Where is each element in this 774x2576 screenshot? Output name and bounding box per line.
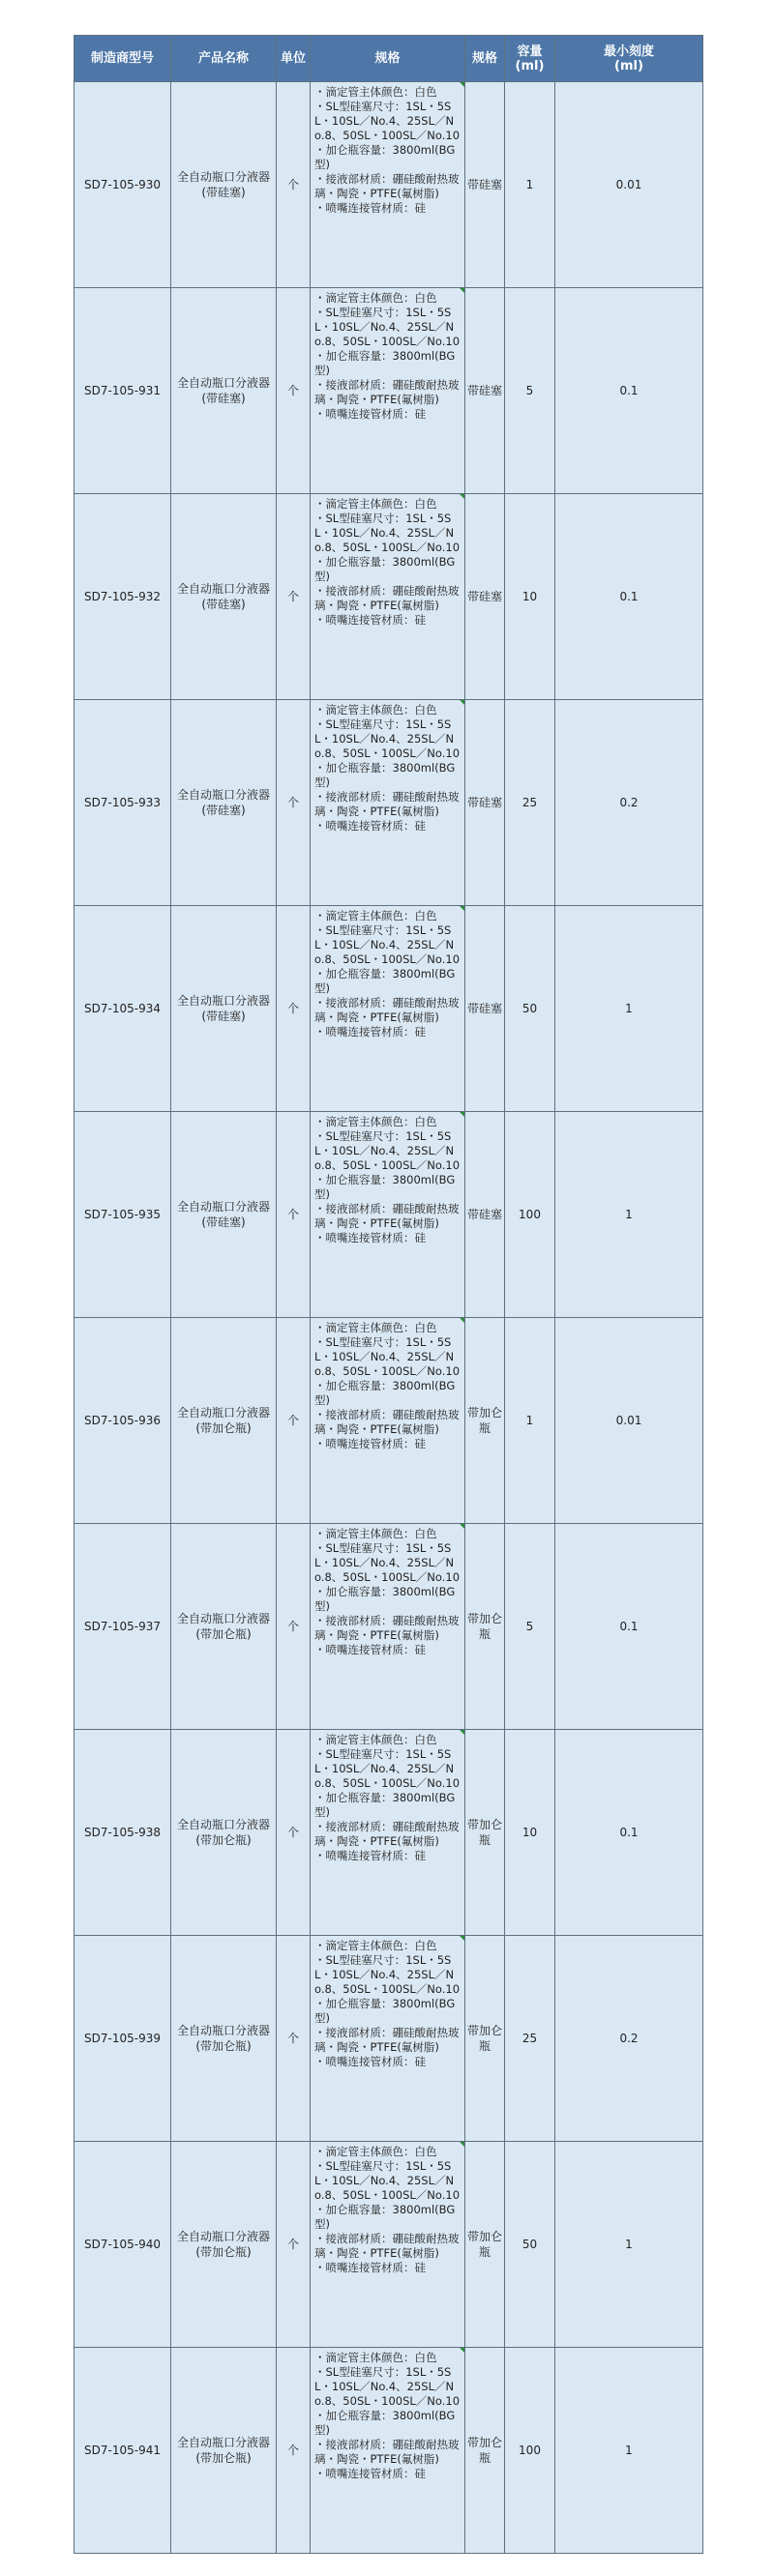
cell-unit: 个 (277, 82, 311, 288)
cell-min-scale: 0.2 (555, 700, 703, 906)
product-name-line: (带加仑瓶) (195, 2039, 252, 2053)
cell-unit: 个 (277, 2348, 311, 2554)
cell-min-scale: 1 (555, 906, 703, 1112)
spec-line: ・滴定管主体颜色：白色 (314, 1527, 437, 1540)
cell-model: SD7-105-933 (74, 700, 171, 906)
spec-line: ・滴定管主体颜色：白色 (314, 1115, 437, 1128)
cell-capacity: 100 (505, 1112, 555, 1318)
product-name-line: (带硅塞) (201, 1215, 246, 1229)
cell-min-scale: 0.2 (555, 1936, 703, 2142)
cell-unit: 个 (277, 288, 311, 494)
spec-line: ・喷嘴连接管材质：硅 (314, 819, 426, 833)
cell-product-name (171, 1936, 277, 2142)
cell-min-scale: 0.1 (555, 494, 703, 700)
cell-unit: 个 (277, 1730, 311, 1936)
cell-capacity: 1 (505, 82, 555, 288)
spec-line: ・SL型硅塞尺寸：1SL・5SL・10SL／No.4、25SL／No.8、50SL・100SL／No.10 (314, 306, 461, 348)
cell-unit: 个 (277, 494, 311, 700)
spec-line: ・接液部材质：硼硅酸耐热玻璃・陶瓷・PTFE(氟树脂) (314, 996, 460, 1024)
cell-unit: 个 (277, 700, 311, 906)
cell-capacity: 10 (505, 1730, 555, 1936)
cell-min-scale: 1 (555, 1112, 703, 1318)
spec-line: ・滴定管主体颜色：白色 (314, 2351, 437, 2364)
spec-line: ・滴定管主体颜色：白色 (314, 1733, 437, 1746)
cell-type: 带硅塞 (465, 1112, 505, 1318)
cell-spec (311, 2348, 465, 2554)
spec-line: ・接液部材质：硼硅酸耐热玻璃・陶瓷・PTFE(氟树脂) (314, 2026, 460, 2054)
spec-line: ・滴定管主体颜色：白色 (314, 85, 437, 99)
spec-line: ・接液部材质：硼硅酸耐热玻璃・陶瓷・PTFE(氟树脂) (314, 584, 460, 612)
product-name-line: 全自动瓶口分液器 (176, 788, 270, 802)
spec-line: ・SL型硅塞尺寸：1SL・5SL・10SL／No.4、25SL／No.8、50SL・100SL／No.10 (314, 717, 461, 760)
spec-line: ・喷嘴连接管材质：硅 (314, 613, 426, 627)
product-name-line: 全自动瓶口分液器 (176, 2436, 270, 2449)
spec-line: ・喷嘴连接管材质：硅 (314, 2261, 426, 2274)
spec-line: ・加仑瓶容量：3800ml(BG型) (314, 2409, 456, 2437)
spec-line: ・加仑瓶容量：3800ml(BG型) (314, 967, 456, 995)
product-name-line: 全自动瓶口分液器 (176, 1200, 270, 1214)
spec-line: ・滴定管主体颜色：白色 (314, 1939, 437, 1952)
spec-line: ・喷嘴连接管材质：硅 (314, 2467, 426, 2480)
product-name-line: (带加仑瓶) (195, 1833, 252, 1847)
spec-line: ・滴定管主体颜色：白色 (314, 703, 437, 717)
spec-line: ・SL型硅塞尺寸：1SL・5SL・10SL／No.4、25SL／No.8、50SL・100SL／No.10 (314, 1953, 461, 1996)
cell-spec (311, 494, 465, 700)
spec-line: ・接液部材质：硼硅酸耐热玻璃・陶瓷・PTFE(氟树脂) (314, 1408, 460, 1436)
spec-line: ・喷嘴连接管材质：硅 (314, 1437, 426, 1450)
spec-line: ・滴定管主体颜色：白色 (314, 909, 437, 922)
cell-type: 带加仑瓶 (465, 2348, 505, 2554)
table-row (74, 1936, 703, 2142)
cell-type: 带硅塞 (465, 906, 505, 1112)
spec-line: ・接液部材质：硼硅酸耐热玻璃・陶瓷・PTFE(氟树脂) (314, 790, 460, 818)
cell-unit: 个 (277, 1112, 311, 1318)
spec-line: ・滴定管主体颜色：白色 (314, 2145, 437, 2158)
cell-spec (311, 1112, 465, 1318)
spec-line: ・接液部材质：硼硅酸耐热玻璃・陶瓷・PTFE(氟树脂) (314, 172, 460, 200)
cell-spec (311, 2142, 465, 2348)
cell-spec (311, 1730, 465, 1936)
cell-model: SD7-105-932 (74, 494, 171, 700)
spec-line: ・喷嘴连接管材质：硅 (314, 407, 426, 421)
cell-type: 带加仑瓶 (465, 1730, 505, 1936)
cell-product-name (171, 2348, 277, 2554)
cell-spec (311, 1318, 465, 1524)
cell-unit: 个 (277, 2142, 311, 2348)
cell-product-name (171, 1112, 277, 1318)
cell-capacity: 5 (505, 1524, 555, 1730)
cell-spec (311, 906, 465, 1112)
product-name-line: (带加仑瓶) (195, 1627, 252, 1641)
product-name-line: 全自动瓶口分液器 (176, 1406, 270, 1420)
product-name-line: (带硅塞) (201, 392, 246, 405)
cell-capacity: 50 (505, 906, 555, 1112)
cell-type: 带硅塞 (465, 82, 505, 288)
product-name-line: 全自动瓶口分液器 (176, 2024, 270, 2037)
table-row (74, 2348, 703, 2554)
cell-model: SD7-105-931 (74, 288, 171, 494)
cell-product-name (171, 82, 277, 288)
cell-min-scale: 1 (555, 2348, 703, 2554)
product-name-line: (带硅塞) (201, 598, 246, 611)
cell-model: SD7-105-935 (74, 1112, 171, 1318)
header-capacity: 容量 (ml) (505, 36, 555, 82)
cell-type: 带硅塞 (465, 494, 505, 700)
cell-min-scale: 0.1 (555, 1730, 703, 1936)
spec-line: ・SL型硅塞尺寸：1SL・5SL・10SL／No.4、25SL／No.8、50SL・100SL／No.10 (314, 1541, 461, 1584)
product-name-line: 全自动瓶口分液器 (176, 582, 270, 596)
cell-product-name (171, 1730, 277, 1936)
cell-product-name (171, 288, 277, 494)
cell-spec (311, 700, 465, 906)
table-row (74, 82, 703, 288)
cell-model: SD7-105-934 (74, 906, 171, 1112)
cell-capacity: 50 (505, 2142, 555, 2348)
cell-type: 带硅塞 (465, 288, 505, 494)
spec-line: ・喷嘴连接管材质：硅 (314, 1849, 426, 1862)
cell-capacity: 1 (505, 1318, 555, 1524)
spec-line: ・加仑瓶容量：3800ml(BG型) (314, 1379, 456, 1407)
product-name-line: 全自动瓶口分液器 (176, 1612, 270, 1625)
cell-type: 带加仑瓶 (465, 1318, 505, 1524)
product-name-line: 全自动瓶口分液器 (176, 376, 270, 390)
cell-product-name (171, 1524, 277, 1730)
spec-line: ・SL型硅塞尺寸：1SL・5SL・10SL／No.4、25SL／No.8、50SL・100SL／No.10 (314, 512, 461, 554)
cell-capacity: 5 (505, 288, 555, 494)
cell-type: 带加仑瓶 (465, 1524, 505, 1730)
cell-min-scale: 0.1 (555, 1524, 703, 1730)
cell-min-scale: 0.1 (555, 288, 703, 494)
cell-spec (311, 288, 465, 494)
spec-line: ・SL型硅塞尺寸：1SL・5SL・10SL／No.4、25SL／No.8、50SL・100SL／No.10 (314, 2159, 461, 2202)
spec-line: ・SL型硅塞尺寸：1SL・5SL・10SL／No.4、25SL／No.8、50SL・100SL／No.10 (314, 1335, 461, 1378)
table-row (74, 1730, 703, 1936)
header-unit: 单位 (277, 36, 311, 82)
cell-spec (311, 1936, 465, 2142)
cell-model: SD7-105-930 (74, 82, 171, 288)
product-name-line: (带加仑瓶) (195, 2245, 252, 2259)
product-name-line: (带加仑瓶) (195, 2451, 252, 2465)
cell-capacity: 10 (505, 494, 555, 700)
table-row (74, 906, 703, 1112)
table-row (74, 1318, 703, 1524)
product-name-line: (带加仑瓶) (195, 1421, 252, 1435)
spec-line: ・喷嘴连接管材质：硅 (314, 201, 426, 215)
spec-line: ・加仑瓶容量：3800ml(BG型) (314, 1997, 456, 2025)
product-name-line: (带硅塞) (201, 1010, 246, 1023)
spec-line: ・喷嘴连接管材质：硅 (314, 1643, 426, 1656)
cell-unit: 个 (277, 906, 311, 1112)
cell-spec (311, 1524, 465, 1730)
spec-line: ・滴定管主体颜色：白色 (314, 291, 437, 305)
spec-line: ・接液部材质：硼硅酸耐热玻璃・陶瓷・PTFE(氟树脂) (314, 378, 460, 406)
product-name-line: (带硅塞) (201, 186, 246, 199)
spec-line: ・SL型硅塞尺寸：1SL・5SL・10SL／No.4、25SL／No.8、50SL・100SL／No.10 (314, 1129, 461, 1172)
table-header (74, 36, 703, 82)
spec-line: ・加仑瓶容量：3800ml(BG型) (314, 555, 456, 583)
cell-product-name (171, 2142, 277, 2348)
spec-line: ・喷嘴连接管材质：硅 (314, 1025, 426, 1039)
spec-line: ・接液部材质：硼硅酸耐热玻璃・陶瓷・PTFE(氟树脂) (314, 1202, 460, 1230)
cell-spec (311, 82, 465, 288)
spec-line: ・加仑瓶容量：3800ml(BG型) (314, 143, 456, 171)
spec-line: ・加仑瓶容量：3800ml(BG型) (314, 349, 456, 377)
spec-line: ・SL型硅塞尺寸：1SL・5SL・10SL／No.4、25SL／No.8、50SL・100SL／No.10 (314, 100, 461, 142)
header-spec: 规格 (311, 36, 465, 82)
header-model: 制造商型号 (74, 36, 171, 82)
header-row (74, 36, 703, 82)
cell-min-scale: 0.01 (555, 82, 703, 288)
spec-line: ・喷嘴连接管材质：硅 (314, 2055, 426, 2068)
header-min-scale: 最小刻度 (ml) (555, 36, 703, 82)
product-name-line: (带硅塞) (201, 804, 246, 817)
product-name-line: 全自动瓶口分液器 (176, 170, 270, 184)
table-row (74, 1524, 703, 1730)
cell-capacity: 100 (505, 2348, 555, 2554)
cell-product-name (171, 700, 277, 906)
spec-line: ・SL型硅塞尺寸：1SL・5SL・10SL／No.4、25SL／No.8、50SL・100SL／No.10 (314, 2365, 461, 2408)
cell-min-scale: 0.01 (555, 1318, 703, 1524)
cell-product-name (171, 1318, 277, 1524)
spec-line: ・加仑瓶容量：3800ml(BG型) (314, 1791, 456, 1819)
spec-line: ・加仑瓶容量：3800ml(BG型) (314, 1585, 456, 1613)
cell-model: SD7-105-936 (74, 1318, 171, 1524)
cell-type: 带硅塞 (465, 700, 505, 906)
spec-line: ・滴定管主体颜色：白色 (314, 1321, 437, 1334)
cell-capacity: 25 (505, 700, 555, 906)
table-row (74, 288, 703, 494)
product-name-line: 全自动瓶口分液器 (176, 2230, 270, 2243)
table-row (74, 1112, 703, 1318)
table-row (74, 2142, 703, 2348)
product-name-line: 全自动瓶口分液器 (176, 994, 270, 1008)
table-row (74, 700, 703, 906)
cell-model: SD7-105-941 (74, 2348, 171, 2554)
spec-line: ・滴定管主体颜色：白色 (314, 497, 437, 511)
cell-model: SD7-105-937 (74, 1524, 171, 1730)
cell-model: SD7-105-940 (74, 2142, 171, 2348)
cell-type: 带加仑瓶 (465, 1936, 505, 2142)
cell-unit: 个 (277, 1524, 311, 1730)
spec-line: ・加仑瓶容量：3800ml(BG型) (314, 2203, 456, 2231)
cell-product-name (171, 906, 277, 1112)
cell-unit: 个 (277, 1936, 311, 2142)
cell-model: SD7-105-938 (74, 1730, 171, 1936)
spec-line: ・接液部材质：硼硅酸耐热玻璃・陶瓷・PTFE(氟树脂) (314, 1820, 460, 1848)
header-type: 规格 (465, 36, 505, 82)
cell-product-name (171, 494, 277, 700)
spec-line: ・SL型硅塞尺寸：1SL・5SL・10SL／No.4、25SL／No.8、50SL・100SL／No.10 (314, 923, 461, 966)
spec-line: ・喷嘴连接管材质：硅 (314, 1231, 426, 1244)
product-table (74, 35, 703, 2554)
product-name-line: 全自动瓶口分液器 (176, 1818, 270, 1831)
cell-unit: 个 (277, 1318, 311, 1524)
table-row (74, 494, 703, 700)
cell-type: 带加仑瓶 (465, 2142, 505, 2348)
spec-line: ・SL型硅塞尺寸：1SL・5SL・10SL／No.4、25SL／No.8、50SL・100SL／No.10 (314, 1747, 461, 1790)
cell-model: SD7-105-939 (74, 1936, 171, 2142)
spec-line: ・接液部材质：硼硅酸耐热玻璃・陶瓷・PTFE(氟树脂) (314, 1614, 460, 1642)
spec-line: ・接液部材质：硼硅酸耐热玻璃・陶瓷・PTFE(氟树脂) (314, 2438, 460, 2466)
spec-line: ・加仑瓶容量：3800ml(BG型) (314, 761, 456, 789)
cell-capacity: 25 (505, 1936, 555, 2142)
table-body (74, 82, 703, 2554)
spec-line: ・接液部材质：硼硅酸耐热玻璃・陶瓷・PTFE(氟树脂) (314, 2232, 460, 2260)
cell-min-scale: 1 (555, 2142, 703, 2348)
spec-line: ・加仑瓶容量：3800ml(BG型) (314, 1173, 456, 1201)
header-product-name: 产品名称 (171, 36, 277, 82)
